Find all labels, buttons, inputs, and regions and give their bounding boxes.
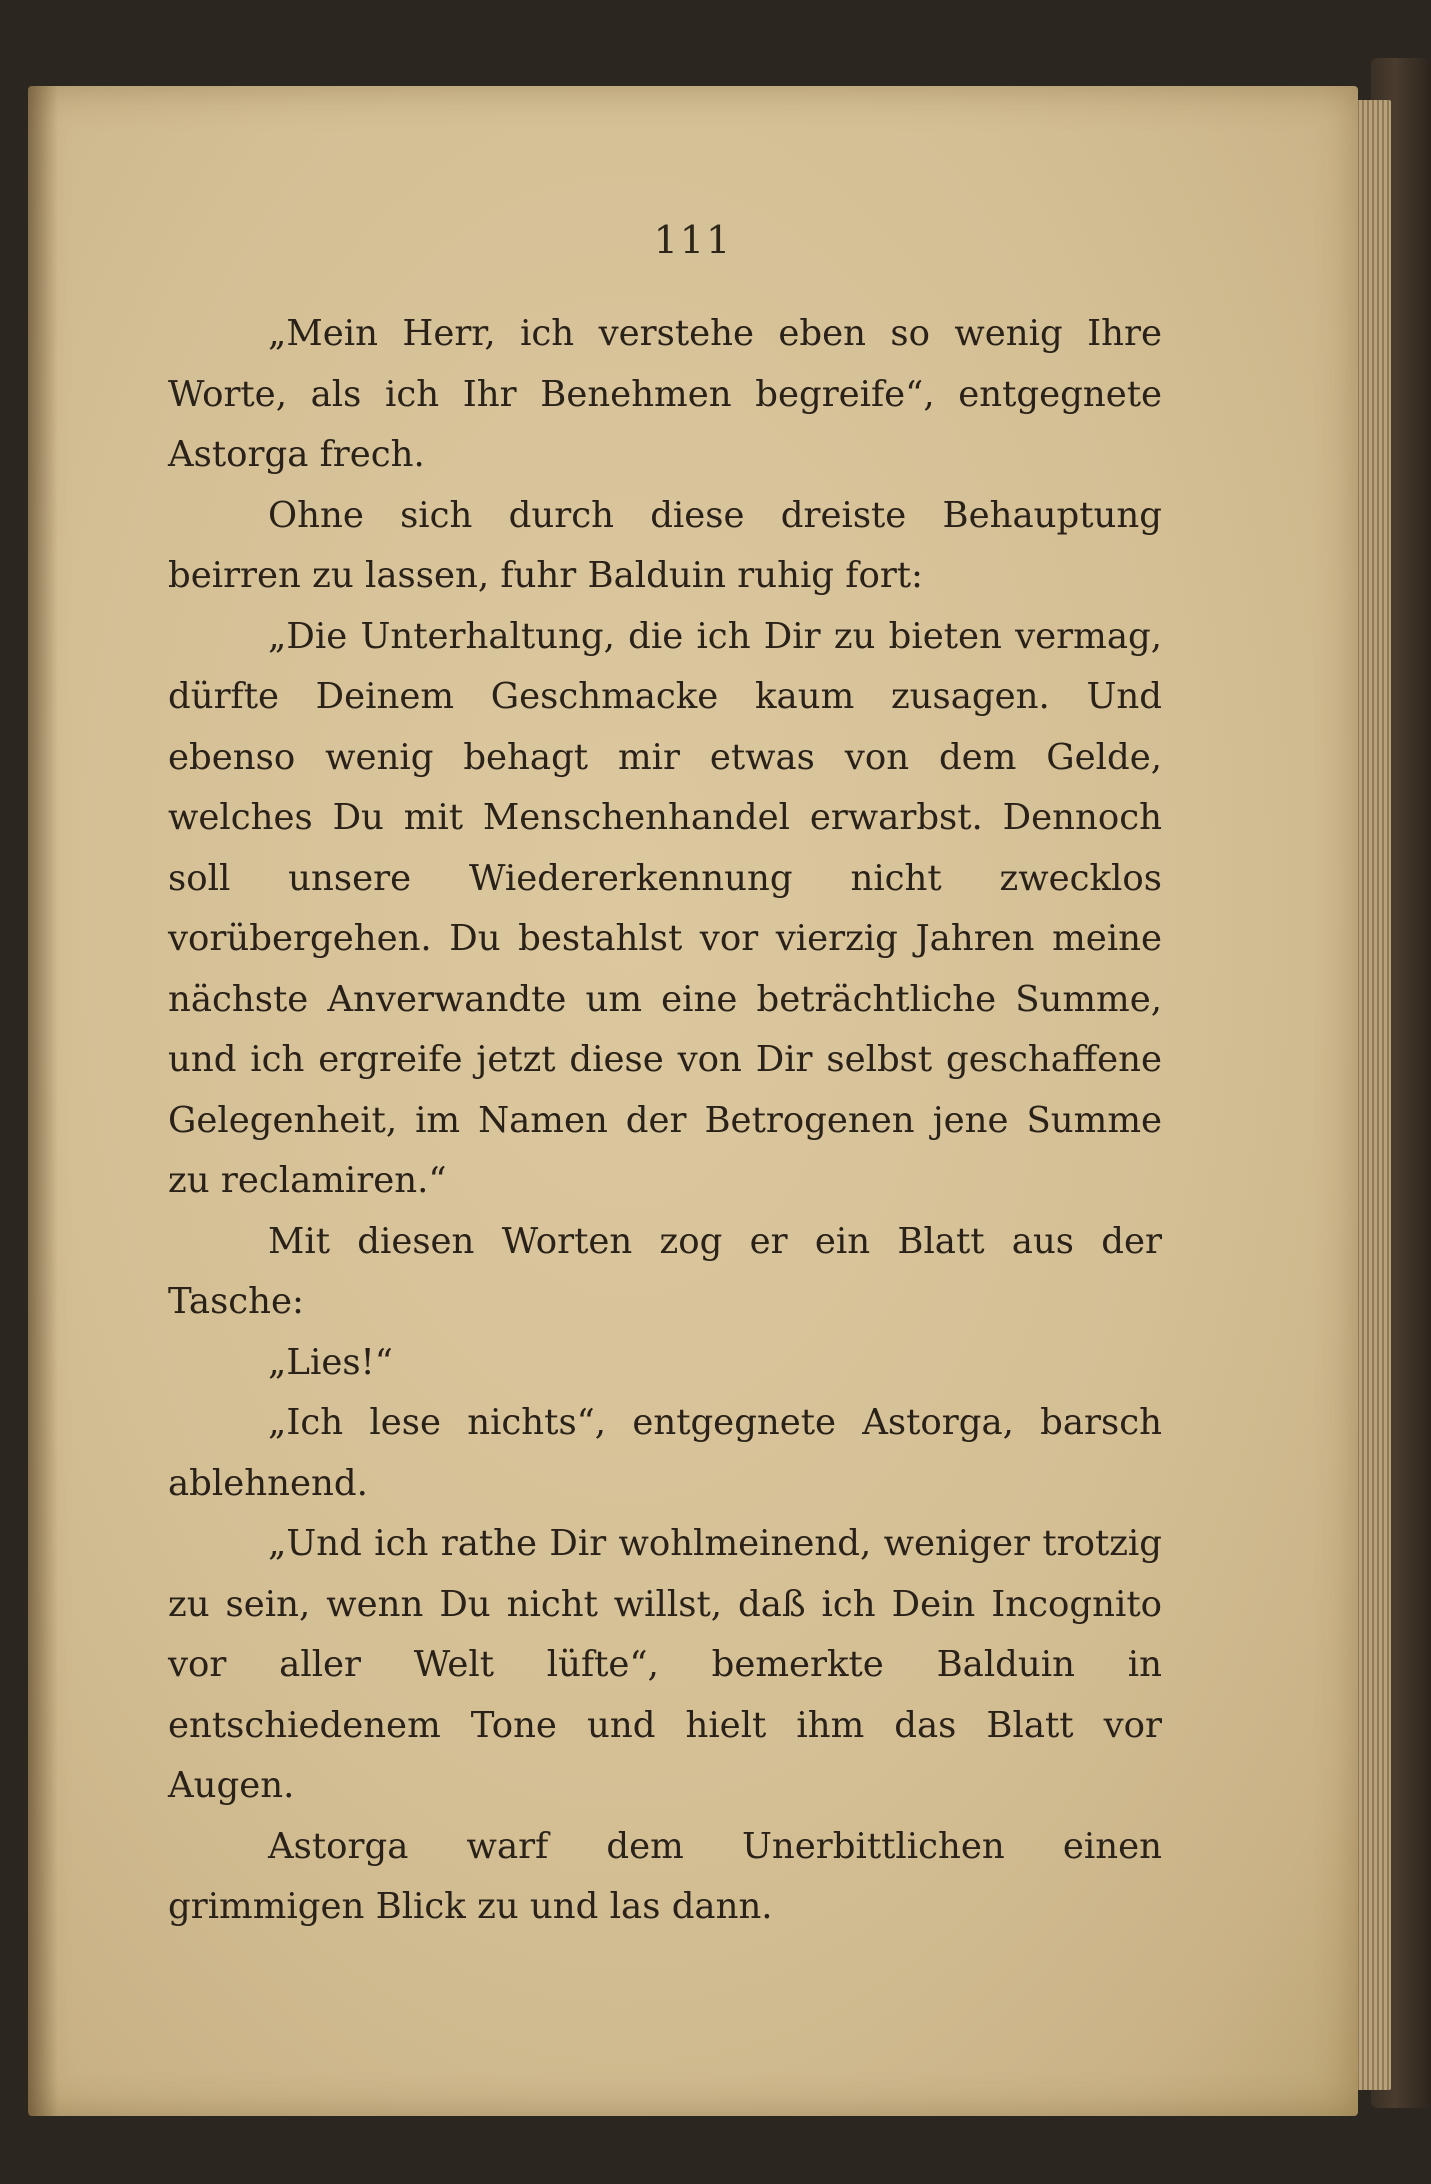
page-gutter-shadow (28, 86, 58, 2116)
paragraph-1: „Mein Herr, ich verstehe eben so wenig Ihre Worte, als ich Ihr Benehmen begreife“, entgegnete Astorga frech. (168, 313, 1162, 475)
book-page (28, 86, 1358, 2116)
page-number: 111 (653, 218, 733, 262)
paragraph-5: „Lies!“ (268, 1341, 393, 1383)
paragraph-8: Astorga warf dem Unerbittlichen einen grimmigen Blick zu und las dann. (168, 1825, 1162, 1927)
paragraph-2: Ohne sich durch diese dreiste Behauptung beirren zu lassen, fuhr Balduin ruhig fort: (168, 494, 1162, 596)
body-text (168, 304, 1162, 1938)
paragraph-6: „Ich lese nichts“, entgegnete Astorga, barsch ablehnend. (168, 1402, 1162, 1504)
paragraph-3: „Die Unterhaltung, die ich Dir zu bieten vermag, dürfte Deinem Geschmacke kaum zusagen. Und ebenso wenig behagt mir etwas von dem Gelde, welches Du mit Menschenhandel erwarbst. Dennoch soll unsere Wiedererkennung nicht zwecklos vorübergehen. Du bestahlst vor vierzig Jahren meine nächste Anverwandte um eine beträchtliche Summe, und ich ergreife jetzt diese von Dir selbst geschaffene Gelegenheit, im Namen der Betrogenen jene Summe zu reclamiren.“ (168, 615, 1162, 1201)
paragraph-4: Mit diesen Worten zog er ein Blatt aus der Tasche: (168, 1220, 1162, 1322)
paragraph-7: „Und ich rathe Dir wohlmeinend, weniger trotzig zu sein, wenn Du nicht willst, daß ich Dein Incognito vor aller Welt lüfte“, bemerkte Balduin in entschiedenem Tone und hielt ihm das Blatt vor Augen. (168, 1523, 1162, 1806)
